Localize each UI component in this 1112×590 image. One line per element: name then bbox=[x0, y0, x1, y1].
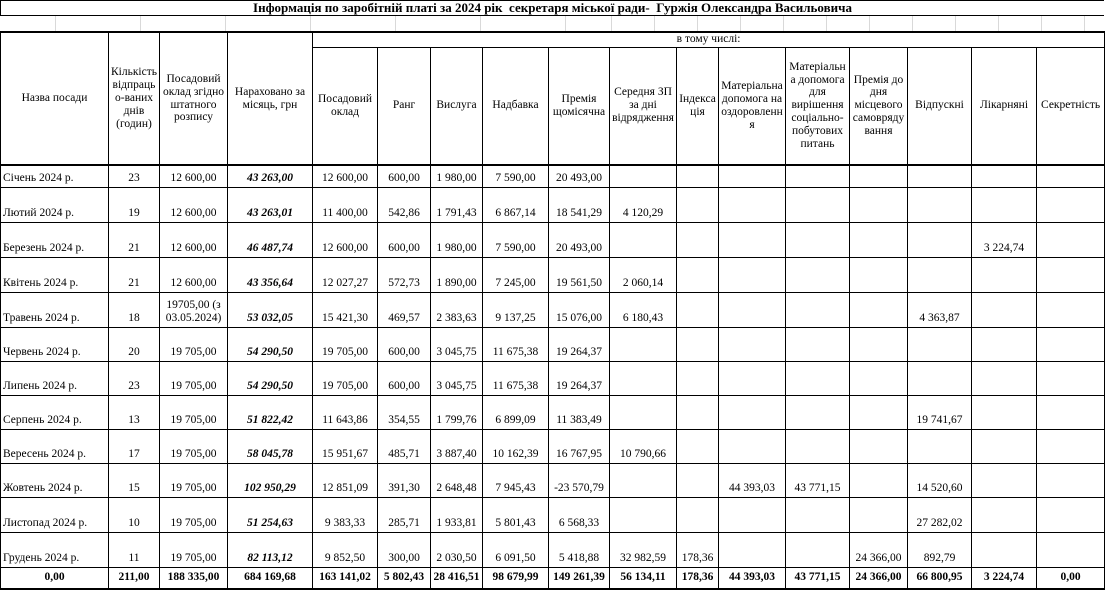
value-cell: 600,00 bbox=[378, 222, 431, 257]
value-cell bbox=[677, 463, 719, 497]
value-cell bbox=[972, 327, 1037, 361]
totals-row bbox=[1, 567, 1105, 589]
value-cell: 19 705,00 bbox=[313, 361, 378, 395]
value-cell: 11 bbox=[109, 532, 160, 567]
value-cell bbox=[850, 395, 908, 429]
value-cell: 19 705,00 bbox=[160, 463, 228, 497]
value-cell: 19 705,00 bbox=[160, 532, 228, 567]
value-cell: 7 590,00 bbox=[483, 222, 549, 257]
value-cell bbox=[719, 292, 786, 327]
value-cell: 4 363,87 bbox=[908, 292, 972, 327]
value-cell: 43 356,64 bbox=[228, 257, 313, 292]
value-cell: 21 bbox=[109, 222, 160, 257]
value-cell: 27 282,02 bbox=[908, 497, 972, 532]
value-cell: 3 045,75 bbox=[431, 327, 483, 361]
value-cell bbox=[850, 292, 908, 327]
value-cell bbox=[850, 497, 908, 532]
value-cell: 17 bbox=[109, 429, 160, 463]
value-cell: 1 980,00 bbox=[431, 165, 483, 187]
value-cell: 20 bbox=[109, 327, 160, 361]
value-cell bbox=[850, 463, 908, 497]
value-cell: 44 393,03 bbox=[719, 463, 786, 497]
value-cell bbox=[677, 257, 719, 292]
value-cell: 3 224,74 bbox=[972, 222, 1037, 257]
value-cell: 10 162,39 bbox=[483, 429, 549, 463]
value-cell bbox=[786, 361, 850, 395]
value-cell bbox=[610, 327, 677, 361]
subcolumn-header: Лікарняні bbox=[972, 47, 1037, 165]
subcolumn-header: Надбавка bbox=[483, 47, 549, 165]
month-cell: Жовтень 2024 р. bbox=[1, 463, 109, 497]
value-cell: 43 263,00 bbox=[228, 165, 313, 187]
value-cell bbox=[908, 222, 972, 257]
subcolumn-header: Премія до дня місцевого самоврядування bbox=[850, 47, 908, 165]
value-cell: 19 705,00 bbox=[160, 327, 228, 361]
value-cell bbox=[786, 222, 850, 257]
value-cell bbox=[972, 257, 1037, 292]
value-cell: 19 264,37 bbox=[549, 327, 610, 361]
value-cell bbox=[1037, 257, 1105, 292]
total-cell: 5 802,43 bbox=[378, 567, 431, 589]
value-cell: 178,36 bbox=[677, 532, 719, 567]
gridline-strip-right bbox=[569, 16, 1104, 31]
value-cell: 46 487,74 bbox=[228, 222, 313, 257]
value-cell bbox=[677, 497, 719, 532]
total-cell: 188 335,00 bbox=[160, 567, 228, 589]
value-cell bbox=[908, 187, 972, 222]
value-cell: 4 120,29 bbox=[610, 187, 677, 222]
total-cell: 98 679,99 bbox=[483, 567, 549, 589]
value-cell bbox=[972, 292, 1037, 327]
value-cell bbox=[786, 187, 850, 222]
total-cell: 43 771,15 bbox=[786, 567, 850, 589]
value-cell: -23 570,79 bbox=[549, 463, 610, 497]
value-cell bbox=[850, 361, 908, 395]
subcolumn-header: Премія щомісячна bbox=[549, 47, 610, 165]
month-cell: Вересень 2024 р. bbox=[1, 429, 109, 463]
value-cell bbox=[719, 257, 786, 292]
value-cell bbox=[972, 463, 1037, 497]
value-cell: 24 366,00 bbox=[850, 532, 908, 567]
value-cell bbox=[1037, 395, 1105, 429]
value-cell bbox=[908, 429, 972, 463]
total-cell: 3 224,74 bbox=[972, 567, 1037, 589]
value-cell: 1 791,43 bbox=[431, 187, 483, 222]
value-cell bbox=[972, 497, 1037, 532]
value-cell: 11 400,00 bbox=[313, 187, 378, 222]
value-cell bbox=[908, 327, 972, 361]
value-cell: 11 675,38 bbox=[483, 327, 549, 361]
value-cell: 12 600,00 bbox=[160, 222, 228, 257]
value-cell: 20 493,00 bbox=[549, 222, 610, 257]
total-cell: 0,00 bbox=[1, 567, 109, 589]
value-cell: 285,71 bbox=[378, 497, 431, 532]
value-cell: 600,00 bbox=[378, 327, 431, 361]
value-cell bbox=[610, 361, 677, 395]
table-row bbox=[1, 395, 1105, 429]
subcolumn-header: Середня ЗП за дні відрядження bbox=[610, 47, 677, 165]
value-cell: 102 950,29 bbox=[228, 463, 313, 497]
value-cell bbox=[972, 429, 1037, 463]
total-cell: 24 366,00 bbox=[850, 567, 908, 589]
value-cell: 51 254,63 bbox=[228, 497, 313, 532]
value-cell: 20 493,00 bbox=[549, 165, 610, 187]
value-cell: 5 418,88 bbox=[549, 532, 610, 567]
subcolumn-header: Індексація bbox=[677, 47, 719, 165]
value-cell bbox=[1037, 497, 1105, 532]
value-cell: 23 bbox=[109, 361, 160, 395]
value-cell: 542,86 bbox=[378, 187, 431, 222]
subcolumn-header: Відпускні bbox=[908, 47, 972, 165]
value-cell: 19 264,37 bbox=[549, 361, 610, 395]
header-group-row bbox=[1, 32, 1105, 47]
value-cell: 12 600,00 bbox=[160, 257, 228, 292]
table-row bbox=[1, 532, 1105, 567]
value-cell: 15 bbox=[109, 463, 160, 497]
value-cell: 572,73 bbox=[378, 257, 431, 292]
total-cell: 149 261,39 bbox=[549, 567, 610, 589]
value-cell: 15 076,00 bbox=[549, 292, 610, 327]
total-cell: 28 416,51 bbox=[431, 567, 483, 589]
value-cell bbox=[1037, 165, 1105, 187]
value-cell: 19705,00 (з 03.05.2024) bbox=[160, 292, 228, 327]
value-cell: 600,00 bbox=[378, 165, 431, 187]
value-cell: 14 520,60 bbox=[908, 463, 972, 497]
total-cell: 178,36 bbox=[677, 567, 719, 589]
value-cell bbox=[786, 292, 850, 327]
table-row bbox=[1, 361, 1105, 395]
month-cell: Лютий 2024 р. bbox=[1, 187, 109, 222]
value-cell bbox=[972, 532, 1037, 567]
value-cell bbox=[850, 327, 908, 361]
value-cell bbox=[786, 327, 850, 361]
value-cell: 21 bbox=[109, 257, 160, 292]
value-cell: 11 643,86 bbox=[313, 395, 378, 429]
table-row bbox=[1, 165, 1105, 187]
value-cell bbox=[677, 165, 719, 187]
value-cell bbox=[677, 429, 719, 463]
month-cell: Травень 2024 р. bbox=[1, 292, 109, 327]
table-row bbox=[1, 497, 1105, 532]
value-cell bbox=[1037, 292, 1105, 327]
value-cell bbox=[786, 395, 850, 429]
value-cell bbox=[786, 257, 850, 292]
month-cell: Листопад 2024 р. bbox=[1, 497, 109, 532]
value-cell: 13 bbox=[109, 395, 160, 429]
total-cell: 66 800,95 bbox=[908, 567, 972, 589]
value-cell: 6 568,33 bbox=[549, 497, 610, 532]
value-cell bbox=[610, 222, 677, 257]
table-row bbox=[1, 327, 1105, 361]
value-cell bbox=[972, 165, 1037, 187]
value-cell: 469,57 bbox=[378, 292, 431, 327]
value-cell: 1 799,76 bbox=[431, 395, 483, 429]
value-cell: 2 060,14 bbox=[610, 257, 677, 292]
subcolumn-header: Матеріальна допомога для вирішення соціально-побутових питань bbox=[786, 47, 850, 165]
value-cell bbox=[610, 165, 677, 187]
total-cell: 56 134,11 bbox=[610, 567, 677, 589]
value-cell bbox=[972, 361, 1037, 395]
value-cell: 19 561,50 bbox=[549, 257, 610, 292]
value-cell bbox=[719, 497, 786, 532]
value-cell bbox=[610, 395, 677, 429]
value-cell bbox=[786, 532, 850, 567]
value-cell bbox=[719, 222, 786, 257]
value-cell: 19 bbox=[109, 187, 160, 222]
value-cell: 7 245,00 bbox=[483, 257, 549, 292]
value-cell bbox=[1037, 187, 1105, 222]
value-cell: 1 933,81 bbox=[431, 497, 483, 532]
value-cell: 18 bbox=[109, 292, 160, 327]
value-cell: 354,55 bbox=[378, 395, 431, 429]
gridline-strip-left bbox=[0, 16, 569, 31]
value-cell bbox=[719, 361, 786, 395]
value-cell bbox=[719, 429, 786, 463]
value-cell: 18 541,29 bbox=[549, 187, 610, 222]
value-cell: 12 600,00 bbox=[313, 165, 378, 187]
value-cell: 2 648,48 bbox=[431, 463, 483, 497]
subcolumn-header: Вислуга bbox=[431, 47, 483, 165]
value-cell: 43 263,01 bbox=[228, 187, 313, 222]
col-header-days: Кількість відпрацьо-ваних днів (годин) bbox=[109, 32, 160, 165]
value-cell: 19 705,00 bbox=[160, 361, 228, 395]
value-cell: 1 890,00 bbox=[431, 257, 483, 292]
value-cell: 12 851,09 bbox=[313, 463, 378, 497]
value-cell: 12 600,00 bbox=[160, 165, 228, 187]
value-cell bbox=[850, 429, 908, 463]
subcolumn-header: Посадовий оклад bbox=[313, 47, 378, 165]
value-cell: 892,79 bbox=[908, 532, 972, 567]
value-cell bbox=[677, 361, 719, 395]
month-cell: Грудень 2024 р. bbox=[1, 532, 109, 567]
total-cell: 163 141,02 bbox=[313, 567, 378, 589]
value-cell bbox=[719, 395, 786, 429]
total-cell: 0,00 bbox=[1037, 567, 1105, 589]
value-cell: 6 867,14 bbox=[483, 187, 549, 222]
value-cell: 15 421,30 bbox=[313, 292, 378, 327]
subcolumn-header: Матеріальна допомога на оздоровлення bbox=[719, 47, 786, 165]
value-cell bbox=[719, 165, 786, 187]
page-title: Інформація по заробітній платі за 2024 рік секретаря міської ради- Гуржія Олександра Васильовича bbox=[0, 0, 1104, 16]
value-cell bbox=[1037, 463, 1105, 497]
value-cell: 7 945,43 bbox=[483, 463, 549, 497]
total-cell: 211,00 bbox=[109, 567, 160, 589]
value-cell: 3 045,75 bbox=[431, 361, 483, 395]
value-cell: 16 767,95 bbox=[549, 429, 610, 463]
value-cell bbox=[850, 165, 908, 187]
value-cell: 54 290,50 bbox=[228, 361, 313, 395]
value-cell bbox=[850, 222, 908, 257]
subcolumn-header: Ранг bbox=[378, 47, 431, 165]
value-cell bbox=[1037, 222, 1105, 257]
month-cell: Квітень 2024 р. bbox=[1, 257, 109, 292]
value-cell bbox=[908, 257, 972, 292]
value-cell: 32 982,59 bbox=[610, 532, 677, 567]
value-cell bbox=[677, 327, 719, 361]
value-cell: 19 705,00 bbox=[160, 395, 228, 429]
col-header-position: Назва посади bbox=[1, 32, 109, 165]
subcolumn-header: Секретність bbox=[1037, 47, 1105, 165]
value-cell: 43 771,15 bbox=[786, 463, 850, 497]
value-cell bbox=[908, 361, 972, 395]
value-cell: 3 887,40 bbox=[431, 429, 483, 463]
value-cell: 5 801,43 bbox=[483, 497, 549, 532]
value-cell: 19 705,00 bbox=[313, 327, 378, 361]
value-cell bbox=[1037, 429, 1105, 463]
value-cell: 1 980,00 bbox=[431, 222, 483, 257]
gridline-strip bbox=[0, 16, 1104, 31]
col-header-accrued: Нараховано за місяць, грн bbox=[228, 32, 313, 165]
value-cell: 53 032,05 bbox=[228, 292, 313, 327]
value-cell: 11 383,49 bbox=[549, 395, 610, 429]
month-cell: Серпень 2024 р. bbox=[1, 395, 109, 429]
value-cell: 6 180,43 bbox=[610, 292, 677, 327]
value-cell: 9 137,25 bbox=[483, 292, 549, 327]
value-cell bbox=[1037, 327, 1105, 361]
month-cell: Січень 2024 р. bbox=[1, 165, 109, 187]
value-cell: 485,71 bbox=[378, 429, 431, 463]
table-row bbox=[1, 292, 1105, 327]
value-cell: 2 030,50 bbox=[431, 532, 483, 567]
value-cell: 12 027,27 bbox=[313, 257, 378, 292]
table-row bbox=[1, 429, 1105, 463]
value-cell: 9 383,33 bbox=[313, 497, 378, 532]
value-cell bbox=[719, 187, 786, 222]
value-cell bbox=[719, 532, 786, 567]
value-cell: 23 bbox=[109, 165, 160, 187]
value-cell: 82 113,12 bbox=[228, 532, 313, 567]
value-cell bbox=[1037, 532, 1105, 567]
value-cell bbox=[677, 187, 719, 222]
value-cell: 6 899,09 bbox=[483, 395, 549, 429]
value-cell bbox=[850, 257, 908, 292]
value-cell bbox=[972, 395, 1037, 429]
value-cell: 19 705,00 bbox=[160, 429, 228, 463]
value-cell: 7 590,00 bbox=[483, 165, 549, 187]
value-cell bbox=[908, 165, 972, 187]
value-cell: 58 045,78 bbox=[228, 429, 313, 463]
month-cell: Березень 2024 р. bbox=[1, 222, 109, 257]
value-cell: 10 bbox=[109, 497, 160, 532]
value-cell bbox=[677, 395, 719, 429]
value-cell bbox=[786, 429, 850, 463]
value-cell bbox=[786, 497, 850, 532]
total-cell: 684 169,68 bbox=[228, 567, 313, 589]
value-cell: 391,30 bbox=[378, 463, 431, 497]
table-row bbox=[1, 222, 1105, 257]
value-cell: 11 675,38 bbox=[483, 361, 549, 395]
value-cell: 2 383,63 bbox=[431, 292, 483, 327]
table-row bbox=[1, 187, 1105, 222]
value-cell bbox=[677, 292, 719, 327]
value-cell: 9 852,50 bbox=[313, 532, 378, 567]
value-cell: 10 790,66 bbox=[610, 429, 677, 463]
table-row bbox=[1, 463, 1105, 497]
value-cell bbox=[786, 165, 850, 187]
col-header-group-including: в тому числі: bbox=[313, 32, 1105, 47]
month-cell: Червень 2024 р. bbox=[1, 327, 109, 361]
col-header-base-salary: Посадовий оклад згідно штатного розпису bbox=[160, 32, 228, 165]
value-cell bbox=[1037, 361, 1105, 395]
month-cell: Липень 2024 р. bbox=[1, 361, 109, 395]
value-cell: 15 951,67 bbox=[313, 429, 378, 463]
total-cell: 44 393,03 bbox=[719, 567, 786, 589]
value-cell bbox=[850, 187, 908, 222]
value-cell bbox=[719, 327, 786, 361]
value-cell bbox=[677, 222, 719, 257]
value-cell: 19 741,67 bbox=[908, 395, 972, 429]
salary-table bbox=[0, 31, 1105, 590]
value-cell: 51 822,42 bbox=[228, 395, 313, 429]
value-cell: 12 600,00 bbox=[160, 187, 228, 222]
value-cell: 19 705,00 bbox=[160, 497, 228, 532]
value-cell: 12 600,00 bbox=[313, 222, 378, 257]
value-cell: 300,00 bbox=[378, 532, 431, 567]
value-cell bbox=[610, 497, 677, 532]
value-cell: 54 290,50 bbox=[228, 327, 313, 361]
value-cell: 600,00 bbox=[378, 361, 431, 395]
value-cell bbox=[610, 463, 677, 497]
value-cell bbox=[972, 187, 1037, 222]
table-row bbox=[1, 257, 1105, 292]
value-cell: 6 091,50 bbox=[483, 532, 549, 567]
